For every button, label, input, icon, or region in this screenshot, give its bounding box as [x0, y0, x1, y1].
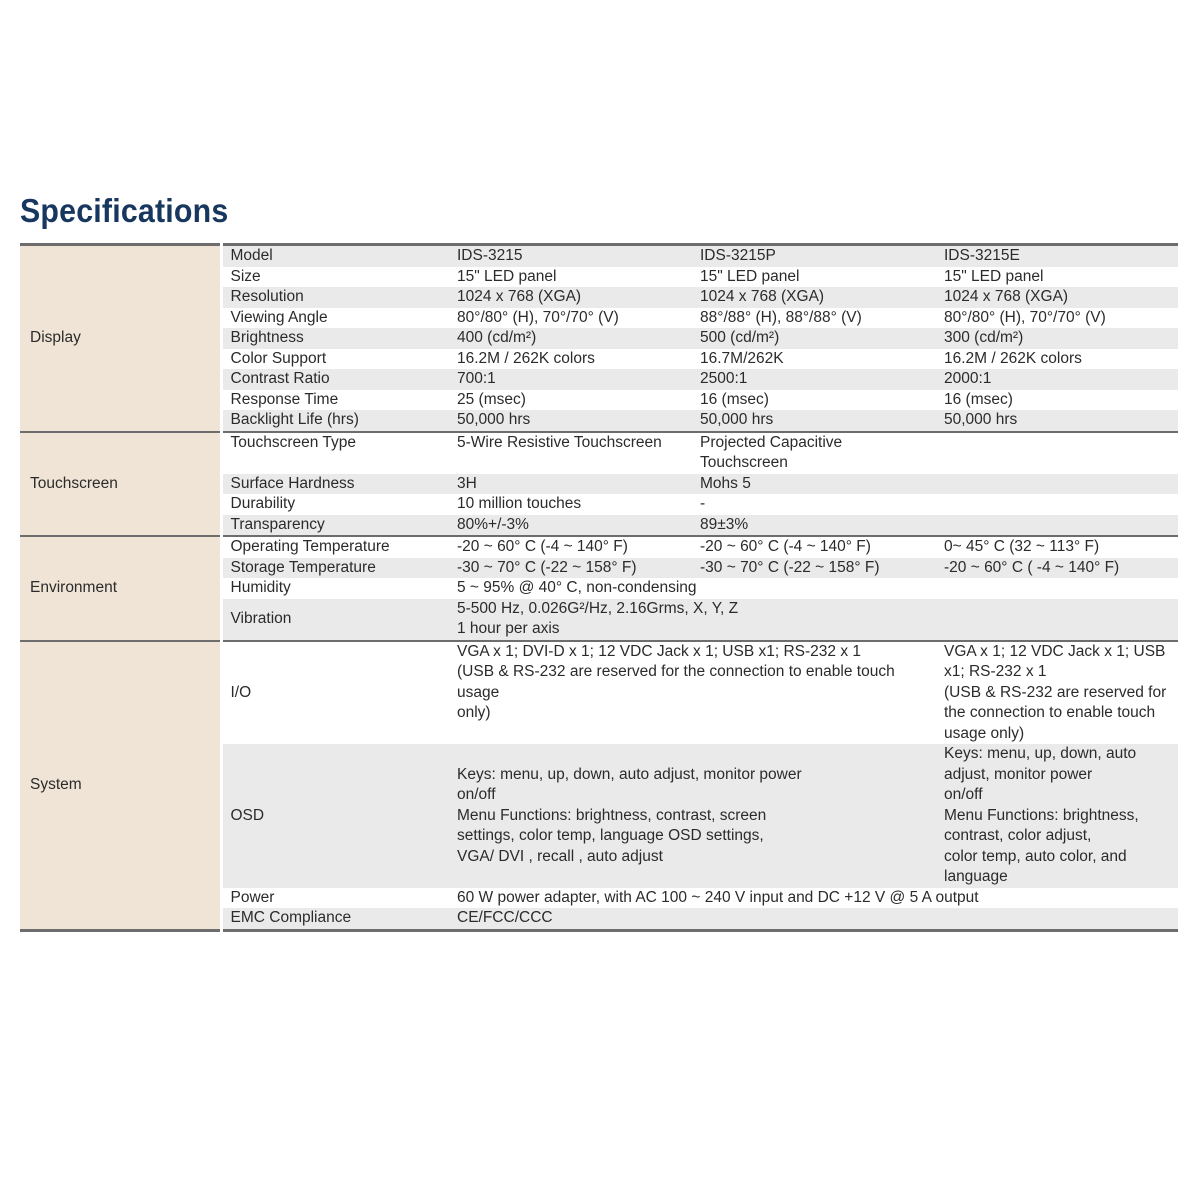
model-header: IDS-3215P	[694, 245, 938, 267]
cell-line: only)	[457, 704, 491, 721]
cell-line: Menu Functions: brightness,	[944, 806, 1139, 824]
cell-line: 5-500 Hz, 0.026G²/Hz, 2.16Grms, X, Y, Z	[457, 599, 739, 617]
cell: 50,000 hrs	[938, 410, 1178, 432]
cell-line: color temp, auto color, and	[944, 847, 1127, 865]
row-label: Brightness	[221, 328, 451, 349]
cell: -	[694, 494, 938, 515]
row-label: Response Time	[221, 390, 451, 411]
page-title: Specifications	[20, 192, 229, 229]
cell: 60 W power adapter, with AC 100 ~ 240 V input and DC +12 V @ 5 A output	[451, 888, 1178, 909]
row-label: OSD	[221, 744, 451, 888]
group-label: Display	[20, 245, 221, 432]
row-label: Color Support	[221, 349, 451, 370]
cell: Projected Capacitive Touchscreen	[694, 432, 938, 474]
group-label: System	[20, 641, 221, 931]
cell-line: (USB & RS-232 are reserved for the connection to enable touch usage	[457, 663, 895, 701]
cell	[451, 744, 938, 888]
row-label: Storage Temperature	[221, 558, 451, 579]
display-section	[20, 245, 1178, 432]
cell: -20 ~ 60° C (-4 ~ 140° F)	[451, 536, 694, 558]
cell	[938, 494, 1178, 515]
cell: 88°/88° (H), 88°/88° (V)	[694, 308, 938, 329]
table-row	[20, 432, 1178, 474]
row-label: Transparency	[221, 515, 451, 537]
cell-line: x1; RS-232 x 1	[944, 663, 1047, 680]
table-row	[20, 536, 1178, 558]
cell	[938, 474, 1178, 495]
row-label: Size	[221, 267, 451, 288]
cell: 1024 x 768 (XGA)	[938, 287, 1178, 308]
environment-section	[20, 536, 1178, 641]
row-label: Touchscreen Type	[221, 432, 451, 474]
cell-line: VGA/ DVI , recall , auto adjust	[457, 847, 663, 865]
cell	[938, 515, 1178, 537]
cell: 16.2M / 262K colors	[938, 349, 1178, 370]
model-header: IDS-3215E	[938, 245, 1178, 267]
cell	[451, 641, 938, 745]
cell: 2000:1	[938, 369, 1178, 390]
cell-line: usage only)	[944, 724, 1025, 742]
cell: 80°/80° (H), 70°/70° (V)	[938, 308, 1178, 329]
cell: 16.7M/262K	[694, 349, 938, 370]
row-label: Contrast Ratio	[221, 369, 451, 390]
cell-line: VGA x 1; DVI-D x 1; 12 VDC Jack x 1; USB x1; RS-232 x 1	[457, 642, 862, 660]
cell: 50,000 hrs	[451, 410, 694, 432]
cell: -30 ~ 70° C (-22 ~ 158° F)	[694, 558, 938, 579]
cell: -20 ~ 60° C ( -4 ~ 140° F)	[938, 558, 1178, 579]
cell: 500 (cd/m²)	[694, 328, 938, 349]
row-label: Viewing Angle	[221, 308, 451, 329]
cell-line: 1 hour per axis	[457, 620, 560, 637]
row-label: EMC Compliance	[221, 908, 451, 930]
row-label: Resolution	[221, 287, 451, 308]
cell: 15" LED panel	[938, 267, 1178, 288]
cell-line: on/off	[457, 786, 496, 803]
cell-line: language	[944, 868, 1008, 885]
cell: 10 million touches	[451, 494, 694, 515]
group-label: Environment	[20, 536, 221, 641]
cell-line: Keys: menu, up, down, auto adjust, monitor power	[457, 765, 802, 783]
cell-line: Keys: menu, up, down, auto	[944, 745, 1137, 762]
row-label: Operating Temperature	[221, 536, 451, 558]
cell: 700:1	[451, 369, 694, 390]
cell: 16 (msec)	[694, 390, 938, 411]
cell: 80%+/-3%	[451, 515, 694, 537]
cell: 2500:1	[694, 369, 938, 390]
system-section	[20, 641, 1178, 931]
model-header: IDS-3215	[451, 245, 694, 267]
row-label: Power	[221, 888, 451, 909]
cell	[938, 432, 1178, 474]
cell: 15" LED panel	[451, 267, 694, 288]
row-label: Humidity	[221, 578, 451, 599]
cell-line: settings, color temp, language OSD settings,	[457, 827, 764, 844]
cell: -20 ~ 60° C (-4 ~ 140° F)	[694, 536, 938, 558]
table-row	[20, 245, 1178, 267]
cell: CE/FCC/CCC	[451, 908, 1178, 930]
cell-line: contrast, color adjust,	[944, 827, 1092, 844]
row-label: Durability	[221, 494, 451, 515]
cell: 400 (cd/m²)	[451, 328, 694, 349]
cell: 16.2M / 262K colors	[451, 349, 694, 370]
cell: 80°/80° (H), 70°/70° (V)	[451, 308, 694, 329]
row-label: Vibration	[221, 599, 451, 641]
cell: Mohs 5	[694, 474, 938, 495]
cell: 5 ~ 95% @ 40° C, non-condensing	[451, 578, 1178, 599]
row-label: Model	[221, 245, 451, 267]
cell-line: (USB & RS-232 are reserved for	[944, 683, 1167, 701]
specifications-table	[20, 243, 1178, 932]
cell: 50,000 hrs	[694, 410, 938, 432]
row-label: I/O	[221, 641, 451, 745]
cell: 1024 x 768 (XGA)	[694, 287, 938, 308]
cell: 5-Wire Resistive Touchscreen	[451, 432, 694, 474]
cell: 3H	[451, 474, 694, 495]
cell-line: adjust, monitor power	[944, 765, 1093, 783]
cell	[451, 599, 1178, 641]
touchscreen-section	[20, 432, 1178, 537]
cell	[938, 744, 1178, 888]
cell-line: on/off	[944, 786, 983, 803]
cell: 0~ 45° C (32 ~ 113° F)	[938, 536, 1178, 558]
cell	[938, 641, 1178, 745]
cell-line: VGA x 1; 12 VDC Jack x 1; USB	[944, 642, 1166, 660]
cell: -30 ~ 70° C (-22 ~ 158° F)	[451, 558, 694, 579]
cell: 300 (cd/m²)	[938, 328, 1178, 349]
cell: 15" LED panel	[694, 267, 938, 288]
cell-line: the connection to enable touch	[944, 704, 1156, 721]
table-row	[20, 641, 1178, 745]
cell-line: Menu Functions: brightness, contrast, screen	[457, 806, 767, 824]
row-label: Backlight Life (hrs)	[221, 410, 451, 432]
cell: 16 (msec)	[938, 390, 1178, 411]
cell: 1024 x 768 (XGA)	[451, 287, 694, 308]
cell: 89±3%	[694, 515, 938, 537]
row-label: Surface Hardness	[221, 474, 451, 495]
cell: 25 (msec)	[451, 390, 694, 411]
group-label: Touchscreen	[20, 432, 221, 537]
